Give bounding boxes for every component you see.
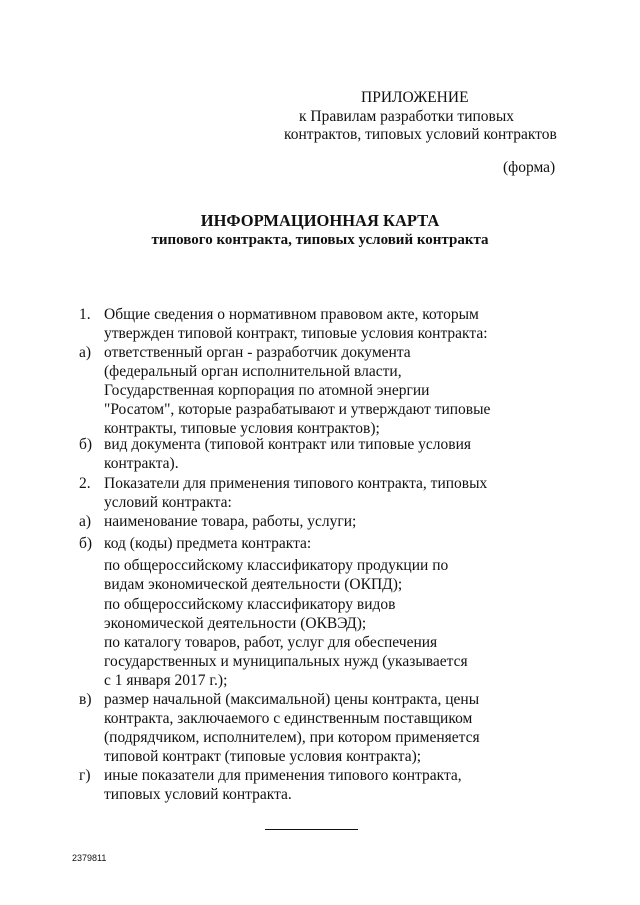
document-title: ИНФОРМАЦИОННАЯ КАРТА [200,211,440,230]
item-text: иные показатели для применения типового контракта, типовых условий контракта. [104,767,462,803]
item-marker: 2. [79,475,91,492]
appendix-label: ПРИЛОЖЕНИЕ [361,89,469,106]
form-label: (форма) [503,159,556,176]
item-marker: а) [79,344,92,361]
document-subtitle: типового контракта, типовых условий контракта [151,232,489,248]
item-marker: а) [79,513,92,530]
appendix-line-1: к Правилам разработки типовых [299,108,515,125]
closing-rule [265,829,358,830]
item-marker: г) [79,767,91,784]
item-text: размер начальной (максимальной) цены контракта, цены контракта, заключаемого с единственным поставщиком (подрядчиком, исполнителем), при котором применяется типовой контракт (типовые условия контракта); [104,691,480,765]
document-number: 2379811 [72,853,107,863]
sub-item: по каталогу товаров, работ, услуг для обеспечения государственных и муниципальных нужд (указывается с 1 января 2017 г.); [104,634,468,689]
item-marker: 1. [79,306,91,323]
sub-item: по общероссийскому классификатору видов экономической деятельности (ОКВЭД); [104,596,396,632]
item-text: вид документа (типовой контракт или типовые условия контракта). [104,436,471,472]
item-text: наименование товара, работы, услуги; [104,513,357,530]
item-marker: б) [79,436,93,453]
sub-item: по общероссийскому классификатору продукции по видам экономической деятельности (ОКПД); [104,557,449,593]
item-text: код (коды) предмета контракта: [104,535,312,552]
appendix-line-2: контрактов, типовых условий контрактов [284,126,557,143]
item-text: ответственный орган - разработчик документа (федеральный орган исполнительной власти, Государственная корпорация по атомной энергии "Росатом", которые разрабатывают и утверждают типовые контракты, типовые условия контрактов); [104,344,491,437]
item-marker: б) [79,535,93,552]
item-marker: в) [79,691,92,708]
item-text: Общие сведения о нормативном правовом акте, которым утвержден типовой контракт, типовые условия контракта: [104,306,488,342]
item-text: Показатели для применения типового контракта, типовых условий контракта: [104,475,488,511]
